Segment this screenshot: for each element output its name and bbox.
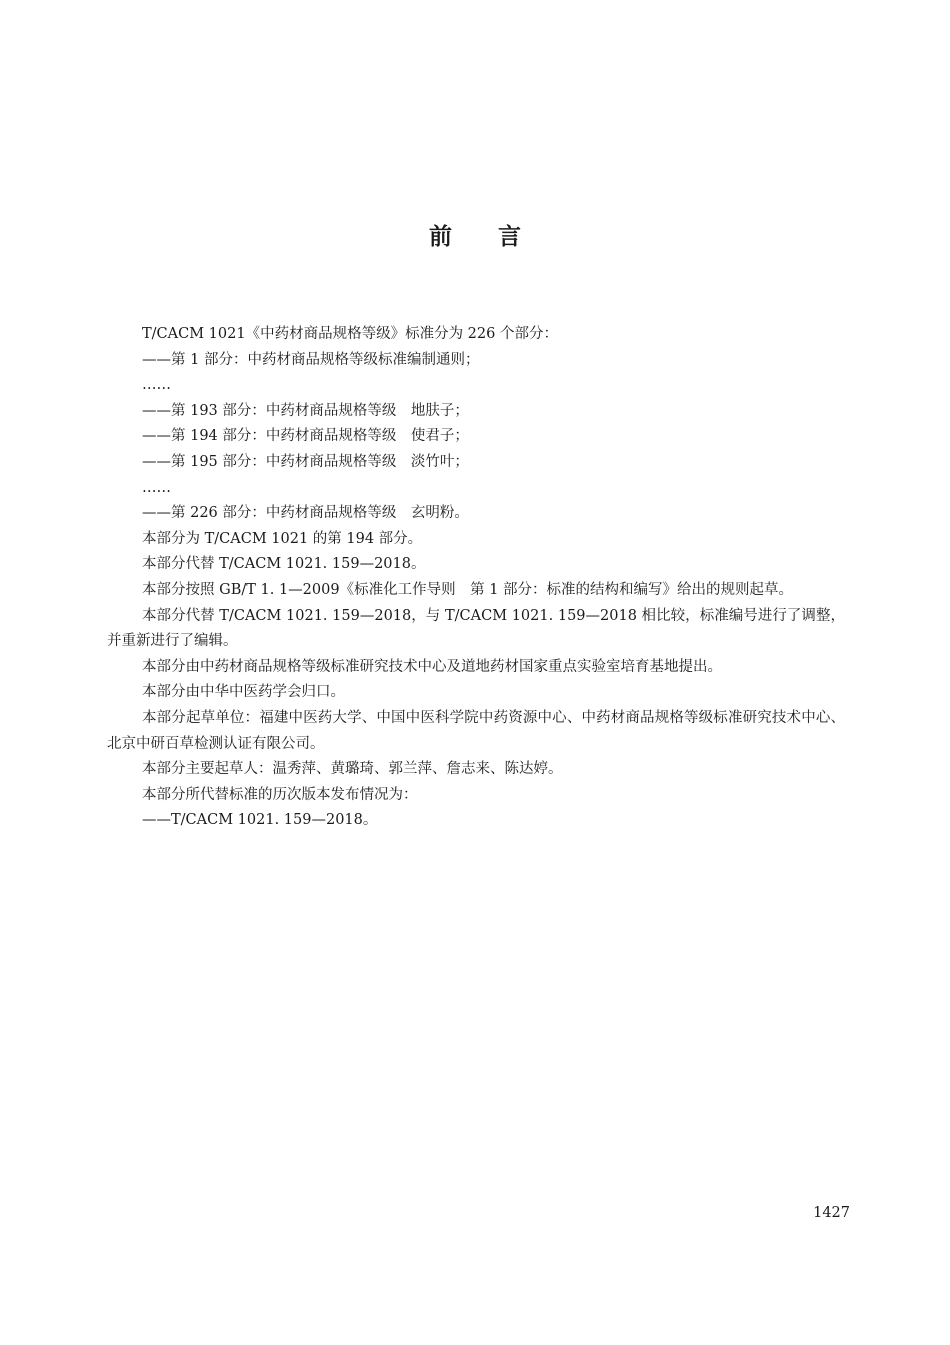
paragraph-standard-parts: T/CACM 1021《中药材商品规格等级》标准分为 226 个部分： xyxy=(142,326,558,342)
page-title-char-1: 前 xyxy=(429,223,452,250)
paragraph-version-history: 本部分所代替标准的历次版本发布情况为： xyxy=(142,786,418,803)
paragraph-changes: 本部分代替 T/CACM 1021. 159—2018，与 T/CACM 1021. 159—2018 相比较，标准编号进行了调整，并重新进行了编辑。 xyxy=(107,607,845,650)
paragraph-drafting-units: 本部分起草单位：福建中医药大学、中国中医科学院中药资源中心、中药材商品规格等级标准研究技术中心、北京中研百草检测认证有限公司。 xyxy=(107,709,845,752)
list-item-part-195: ——第 195 部分：中药材商品规格等级 淡竹叶； xyxy=(142,453,469,470)
paragraph-drafters: 本部分主要起草人：温秀萍、黄璐琦、郭兰萍、詹志来、陈达婷。 xyxy=(142,761,563,778)
page-title-char-2: 言 xyxy=(498,223,521,250)
paragraph-this-part: 本部分为 T/CACM 1021 的第 194 部分。 xyxy=(142,530,423,547)
paragraph-replaces: 本部分代替 T/CACM 1021. 159—2018。 xyxy=(142,556,426,573)
foreword-body xyxy=(107,322,845,834)
list-item-part-194: ——第 194 部分：中药材商品规格等级 使君子； xyxy=(142,428,469,445)
list-item-previous-version: ——T/CACM 1021. 159—2018。 xyxy=(142,812,378,829)
paragraph-administered-by: 本部分由中华中医药学会归口。 xyxy=(142,684,345,701)
list-ellipsis: …… xyxy=(142,377,171,394)
list-item-part-193: ——第 193 部分：中药材商品规格等级 地肤子； xyxy=(142,402,469,419)
page-title xyxy=(0,218,950,251)
paragraph-proposed-by: 本部分由中药材商品规格等级标准研究技术中心及道地药材国家重点实验室培育基地提出。 xyxy=(142,658,722,675)
page-number: 1427 xyxy=(813,1205,850,1221)
paragraph-drafting-rules: 本部分按照 GB/T 1. 1—2009《标准化工作导则 第 1 部分：标准的结构和编写》给出的规则起草。 xyxy=(142,581,794,598)
list-item-part-226: ——第 226 部分：中药材商品规格等级 玄明粉。 xyxy=(142,505,469,522)
list-item-part-1: ——第 1 部分：中药材商品规格等级标准编制通则； xyxy=(142,351,480,368)
list-ellipsis: …… xyxy=(142,479,171,496)
